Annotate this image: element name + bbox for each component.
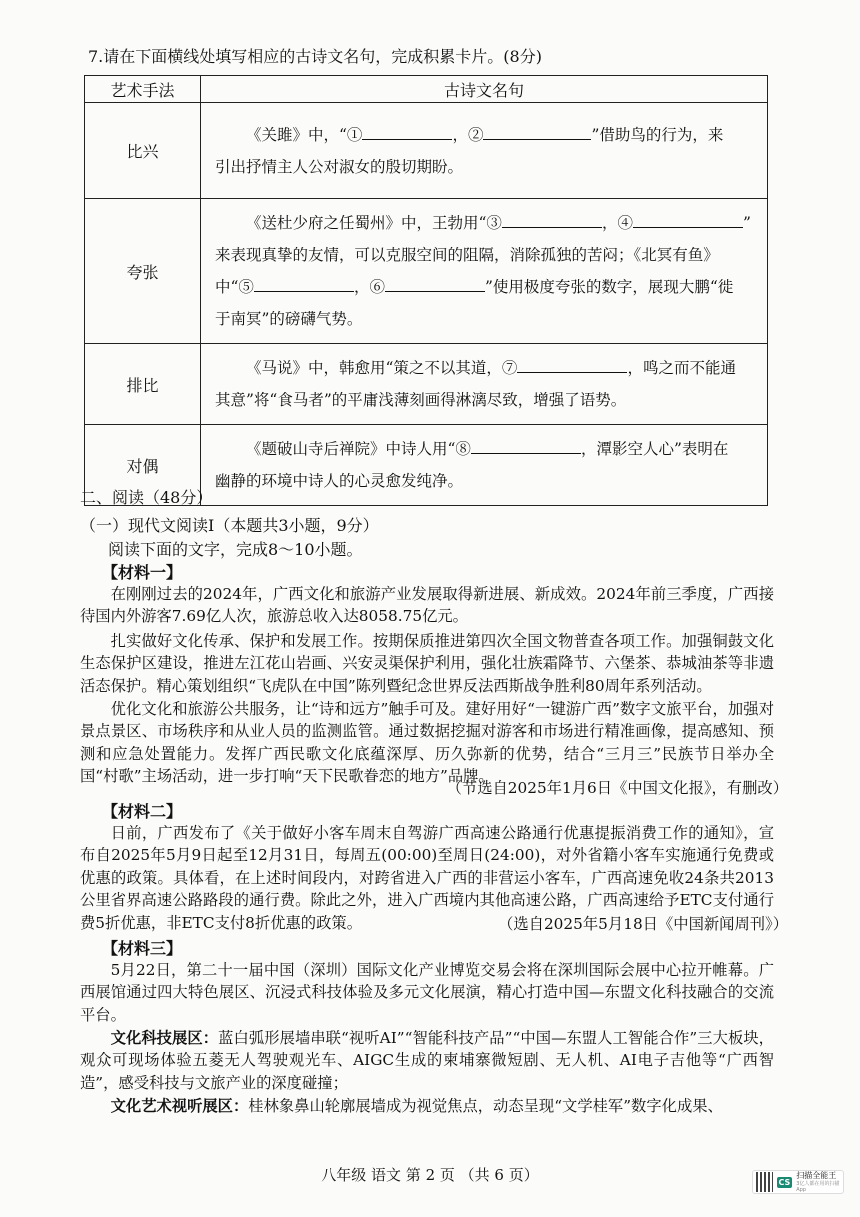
verse-cell [201, 199, 768, 344]
watermark-subtitle: 3亿人都在用的扫描App [796, 1181, 840, 1193]
technique-cell: 对偶 [85, 425, 201, 506]
material-2-source: （选自2025年5月18日《中国新闻周刊》） [498, 915, 788, 933]
verse-text: ”使用极度夸张的数字，展现大鹏“徙 [484, 278, 734, 296]
material-1-paragraph: 优化文化和旅游公共服务，让“诗和远方”触手可及。建好用好“一键游广西”数字文旅平台，加强对景点景区、市场秩序和从业人员的监测监管。通过数据挖掘对游客和市场进行精准画像，提高感知、预测和应急处置能力。发挥广西民歌文化底蕴深厚、历久弥新的优势，结合“三月三”民族节日举办全国“村歌”主场活动，进一步打响“天下民歌眷恋的地方”品牌。 [80, 700, 774, 786]
verse-text: 引出抒情主人公对淑女的殷切期盼。 [215, 157, 464, 176]
verse-text: 于南冥”的磅礴气势。 [215, 310, 363, 328]
table-row [85, 103, 768, 199]
material-2-heading: 【材料二】 [102, 802, 183, 821]
verse-text: ”借助鸟的行为，来 [591, 125, 724, 144]
subsection-title: （一）现代文阅读Ⅰ（本题共3小题，9分） [80, 516, 379, 535]
verse-text: 中“⑤ [215, 278, 254, 296]
qr-code-icon [756, 1172, 773, 1192]
verse-text: ，潭影空人心”表明在 [580, 440, 729, 458]
material-1-paragraph: 扎实做好文化传承、保护和发展工作。按期保质推进第四次全国文物普查各项工作。加强铜鼓文化生态保护区建设，推进左江花山岩画、兴安灵渠保护利用，强化壮族霜降节、六堡茶、恭城油茶等非遗活态保护。精心策划组织“飞虎队在中国”陈列暨纪念世界反法西斯战争胜利80周年系列活动。 [80, 632, 774, 695]
material-1-paragraph: 在刚刚过去的2024年，广西文化和旅游产业发展取得新进展、新成效。2024年前三季度，广西接待国内外游客7.69亿人次，旅游总收入达8058.75亿元。 [80, 585, 774, 626]
verse-text: 来表现真挚的友情，可以克服空间的阻隔，消除孤独的苦闷；《北冥有鱼》 [215, 246, 719, 264]
answer-blank-2[interactable] [483, 121, 591, 140]
verse-text: 《送杜少府之任蜀州》中，王勃用“③ [246, 214, 502, 232]
exhibit-zone-text: 蓝白弧形展墙串联“视听AI”“智能科技产品”“中国—东盟人工智能合作”三大板块，观众可现场体验五菱无人驾驶观光车、AIGC生成的柬埔寨微短剧、无人机、AI电子吉他等“广西智造”，感受科技与文旅产业的深度碰撞； [80, 1029, 774, 1092]
header-technique: 艺术手法 [85, 76, 201, 103]
material-3-paragraph: 5月22日，第二十一届中国（深圳）国际文化产业博览交易会将在深圳国际会展中心拉开帷幕。广西展馆通过四大特色展区、沉浸式科技体验及多元文化展演，精心打造中国—东盟文化科技融合的交流平台。 [80, 961, 774, 1024]
material-2-paragraph: 日前，广西发布了《关于做好小客车周末自驾游广西高速公路通行优惠提振消费工作的通知》，宣布自2025年5月9日起至12月31日，每周五(00:00)至周日(24:00)，对外省籍小客车实施通行免费或优惠的政策。具体看，在上述时间段内，对跨省进入广西的非营运小客车，广西高速免收24条共2013公里省界高速公路路段的通行费。除此之外，进入广西境内其他高速公路，广西高速给予ETC支付通行费5折优惠，非ETC支付8折优惠的政策。 [80, 824, 774, 932]
answer-blank-6[interactable] [385, 273, 485, 292]
material-3-paragraph [80, 1095, 774, 1117]
exhibit-zone-label: 文化科技展区： [110, 1029, 219, 1047]
verse-text: ，④ [601, 214, 633, 232]
technique-cell: 夸张 [85, 199, 201, 344]
answer-blank-1[interactable] [362, 121, 452, 140]
watermark-name: 扫描全能王 [796, 1171, 837, 1180]
page-footer: 八年级 语文 第 2 页 （共 6 页） [321, 1166, 539, 1184]
camscanner-badge: CS [778, 1177, 791, 1187]
material-1-source: （节选自2025年1月6日《中国文化报》，有删改） [446, 779, 788, 797]
verse-text: 《题破山寺后禅院》中诗人用“⑧ [246, 440, 471, 458]
material-1-heading: 【材料一】 [102, 563, 183, 582]
table-row [85, 344, 768, 425]
table-header-row [85, 76, 768, 103]
exhibit-zone-text: 桂林象鼻山轮廓展墙成为视觉焦点，动态呈现“文学桂军”数字化成果、 [248, 1097, 723, 1115]
verse-cell [201, 425, 768, 506]
verse-cell [201, 103, 768, 199]
material-3-paragraph [80, 1027, 774, 1094]
reading-instruction: 阅读下面的文字，完成8～10小题。 [108, 540, 363, 559]
section-title: 二、阅读（48分） [80, 488, 213, 507]
answer-blank-4[interactable] [633, 209, 743, 228]
answer-blank-3[interactable] [502, 209, 602, 228]
verse-text: ，鸣之而不能通 [627, 359, 736, 377]
material-3-heading: 【材料三】 [102, 939, 183, 958]
exhibit-zone-label: 文化艺术视听展区： [110, 1097, 249, 1115]
verse-text: ，⑥ [353, 278, 385, 296]
verse-text: 《关雎》中，“① [246, 125, 363, 144]
answer-blank-7[interactable] [517, 354, 627, 373]
verse-text: 幽静的环境中诗人的心灵愈发纯净。 [215, 472, 464, 490]
accumulation-card-table [84, 75, 768, 506]
table-row [85, 199, 768, 344]
verse-cell [201, 344, 768, 425]
technique-cell: 排比 [85, 344, 201, 425]
watermark-text [796, 1171, 840, 1193]
technique-cell: 比兴 [85, 103, 201, 199]
verse-text: ” [742, 214, 751, 232]
question-title: 7.请在下面横线处填写相应的古诗文名句，完成积累卡片。(8分) [88, 47, 542, 66]
answer-blank-8[interactable] [471, 435, 581, 454]
verse-text: 其意”将“食马者”的平庸浅薄刻画得淋漓尽致，增强了语势。 [215, 391, 627, 409]
answer-blank-5[interactable] [254, 273, 354, 292]
verse-text: 《马说》中，韩愈用“策之不以其道，⑦ [246, 359, 518, 377]
verse-text: ，② [452, 125, 484, 144]
header-verses: 古诗文名句 [201, 76, 768, 103]
scanner-watermark [752, 1170, 844, 1194]
